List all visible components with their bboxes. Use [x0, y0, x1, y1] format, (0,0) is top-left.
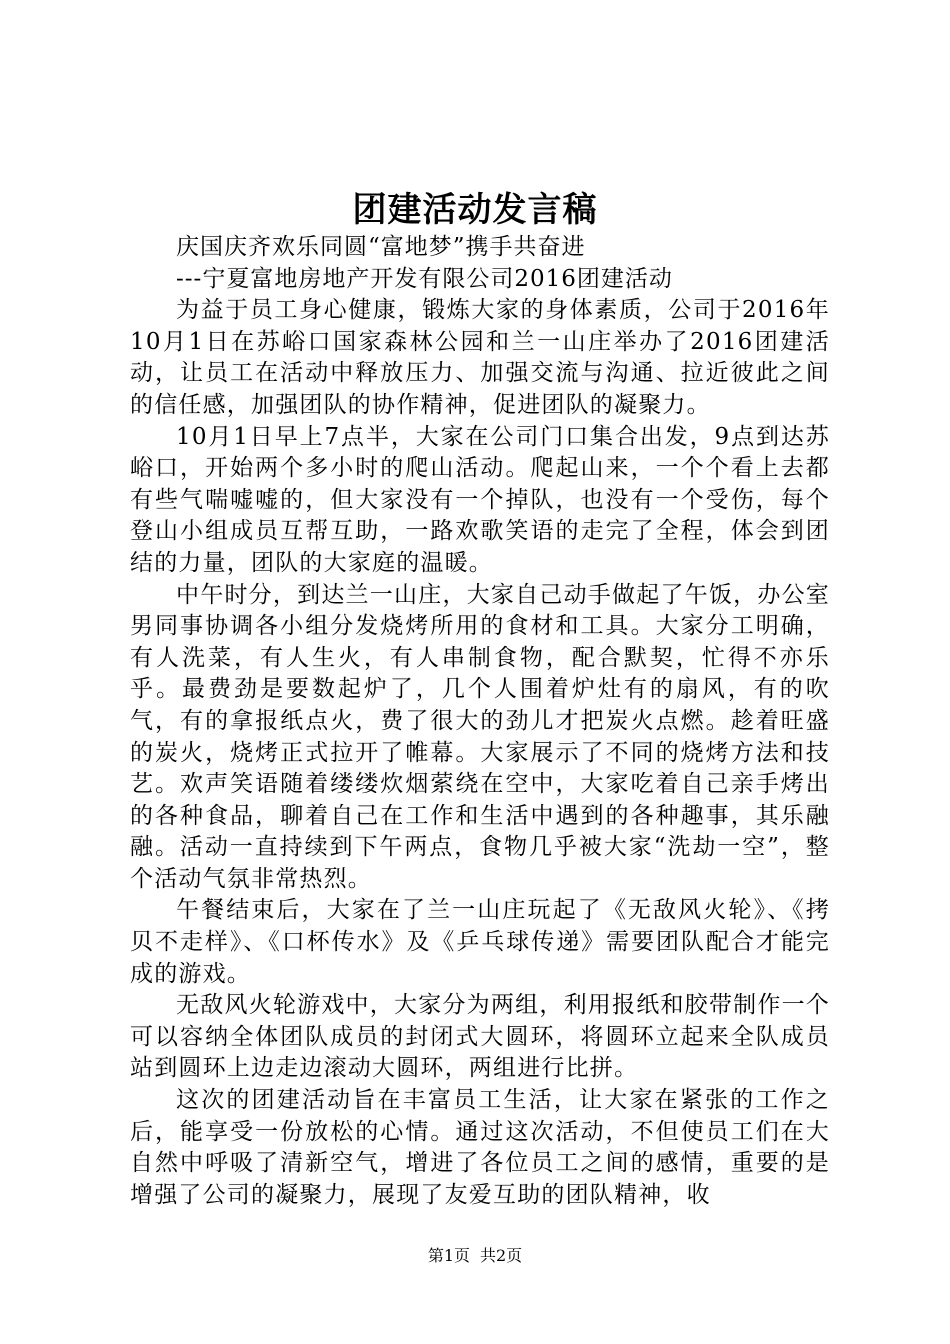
document-title: 团建活动发言稿 [352, 190, 598, 230]
paragraph-summary: 这次的团建活动旨在丰富员工生活，让大家在紧张的工作之后，能享受一份放松的心情。通过这次活动，不但使员工们在大自然中呼吸了清新空气，增进了各位员工之间的感情，重要的是增强了公司的凝聚力，展现了友爱互助的团队精神，收 [130, 1087, 830, 1208]
subtitle-line-1: 庆国庆齐欢乐同圆“富地梦”携手共奋进 [176, 234, 586, 260]
subtitle-line-2: ---宁夏富地房地产开发有限公司2016团建活动 [176, 265, 673, 292]
paragraph-fire-wheel: 无敌风火轮游戏中，大家分为两组，利用报纸和胶带制作一个可以容纳全体团队成员的封闭式大圆环，将圆环立起来全队成员站到圆环上边走边滚动大圆环，两组进行比拼。 [130, 992, 830, 1082]
paragraph-purpose: 为益于员工身心健康，锻炼大家的身体素质，公司于2016年10月1日在苏峪口国家森林公园和兰一山庄举办了2016团建活动，让员工在活动中释放压力、加强交流与沟通、拉近彼此之间的信任感，加强团队的协作精神，促进团队的凝聚力。 [130, 297, 830, 418]
page-number-current: 第1页 [427, 1246, 470, 1265]
paragraph-lunch: 中午时分，到达兰一山庄，大家自己动手做起了午饭，办公室男同事协调各小组分发烧烤所用的食材和工具。大家分工明确，有人洗菜，有人生火，有人串制食物，配合默契，忙得不亦乐乎。最费劲是要数起炉了，几个人围着炉灶有的扇风，有的吹气，有的拿报纸点火，费了很大的劲儿才把炭火点燃。趁着旺盛的炭火，烧烤正式拉开了帷幕。大家展示了不同的烧烤方法和技艺。欢声笑语随着缕缕炊烟萦绕在空中，大家吃着自己亲手烤出的各种食品，聊着自己在工作和生活中遇到的各种趣事，其乐融融。活动一直持续到下午两点，食物几乎被大家“洗劫一空”，整个活动气氛非常热烈。 [130, 581, 830, 892]
document-body [130, 232, 830, 1211]
page-number-total: 共2页 [480, 1246, 523, 1265]
page-footer [0, 1245, 950, 1267]
paragraph-hiking: 10月1日早上7点半，大家在公司门口集合出发，9点到达苏峪口，开始两个多小时的爬山活动。爬起山来，一个个看上去都有些气喘嘘嘘的，但大家没有一个掉队，也没有一个受伤，每个登山小组成员互帮互助，一路欢歌笑语的走完了全程，体会到团结的力量，团队的大家庭的温暖。 [130, 423, 830, 576]
paragraph-games: 午餐结束后，大家在了兰一山庄玩起了《无敌风火轮》、《拷贝不走样》、《口杯传水》及《乒乓球传递》需要团队配合才能完成的游戏。 [130, 897, 830, 987]
